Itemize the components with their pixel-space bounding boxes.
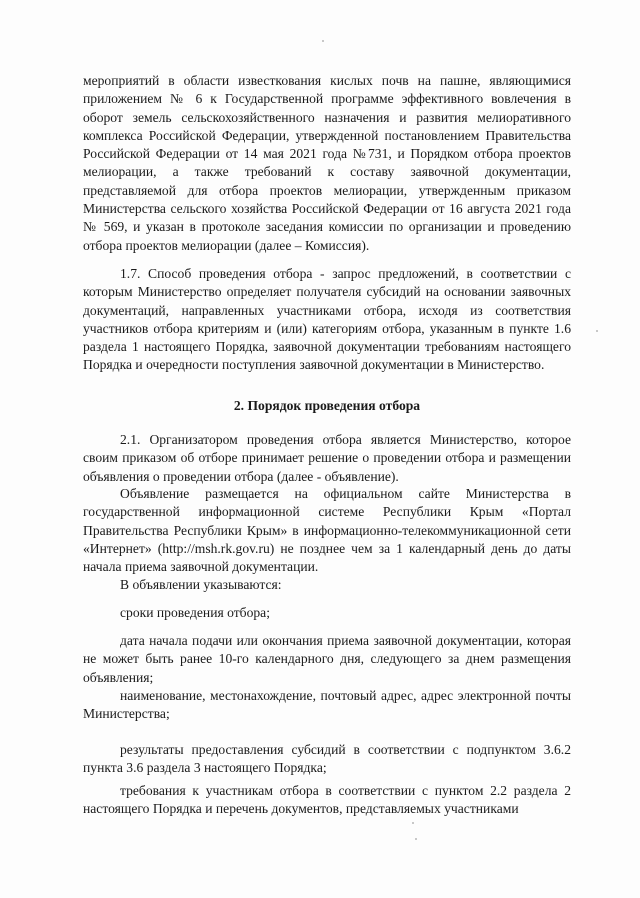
scan-artifact — [415, 838, 417, 840]
scan-artifact — [322, 40, 324, 42]
list-item — [83, 687, 571, 724]
list-item — [83, 741, 571, 778]
paragraph-text: 2.1. Организатором проведения отбора является Министерство, которое своим приказом об отборе принимает решение о проведении отбора и размещении объявления о проведении отбора (далее - объявление). — [83, 432, 571, 484]
paragraph-continuation — [83, 72, 571, 255]
list-item — [83, 782, 571, 819]
list-intro — [83, 576, 571, 594]
scan-artifact — [596, 330, 598, 332]
list-item-text: дата начала подачи или окончания приема заявочной документации, которая не может быть ранее 10-го календарного дня, следующего за днем размещения объявления; — [83, 633, 571, 685]
list-item-text: требования к участникам отбора в соответствии с пунктом 2.2 раздела 2 настоящего Порядка и перечень документов, представляемых участниками — [83, 783, 571, 817]
list-item-text: сроки проведения отбора; — [120, 605, 270, 620]
section-heading-block — [83, 397, 571, 415]
paragraph-text: В объявлении указываются: — [120, 577, 282, 592]
paragraph-1-7 — [83, 265, 571, 375]
list-item — [83, 632, 571, 687]
list-item — [83, 604, 571, 622]
paragraph-2-1 — [83, 431, 571, 486]
scan-artifact — [412, 822, 414, 824]
paragraph-text: Объявление размещается на официальном сайте Министерства в государственной информационной системе Республики Крым «Портал Правительства Республики Крым» в информационно-телекоммуникационной сети «Интернет» (http://msh.rk.gov.ru) не позднее чем за 1 календарный день до даты начала приема заявочной документации. — [83, 486, 571, 575]
list-item-text: результаты предоставления субсидий в соответствии с подпунктом 3.6.2 пункта 3.6 раздела 3 настоящего Порядка; — [83, 742, 571, 776]
list-item-text: наименование, местонахождение, почтовый адрес, адрес электронной почты Министерства; — [83, 688, 571, 722]
section-heading: 2. Порядок проведения отбора — [233, 398, 421, 413]
paragraph-text: мероприятий в области известкования кислых почв на пашне, являющимися приложением № 6 к Государственной программе эффективного вовлечения в оборот земель сельскохозяйственного назначения и развития мелиоративного комплекса Российской Федерации, утвержденной постановлением Правительства Российской Федерации от 14 мая 2021 года №731, и Порядком отбора проектов мелиорации, а также требований к составу заявочной документации, представляемой для отбора проектов мелиорации, утвержденным приказом Министерства сельского хозяйства Российской Федерации от 16 августа 2021 года № 569, и указан в протоколе заседания комиссии по организации и проведению отбора проектов мелиорации (далее – Комиссия). — [83, 73, 571, 253]
paragraph-text: 1.7. Способ проведения отбора - запрос предложений, в соответствии с которым Министерство определяет получателя субсидий на основании заявочных документаций, направленных участниками отбора, исходя из соответствия участников отбора критериям и (или) категориям отбора, указанным в пункте 1.6 раздела 1 настоящего Порядка, заявочной документации требованиям настоящего Порядка и очередности поступления заявочной документации в Министерство. — [83, 266, 571, 373]
paragraph-announcement — [83, 485, 571, 576]
